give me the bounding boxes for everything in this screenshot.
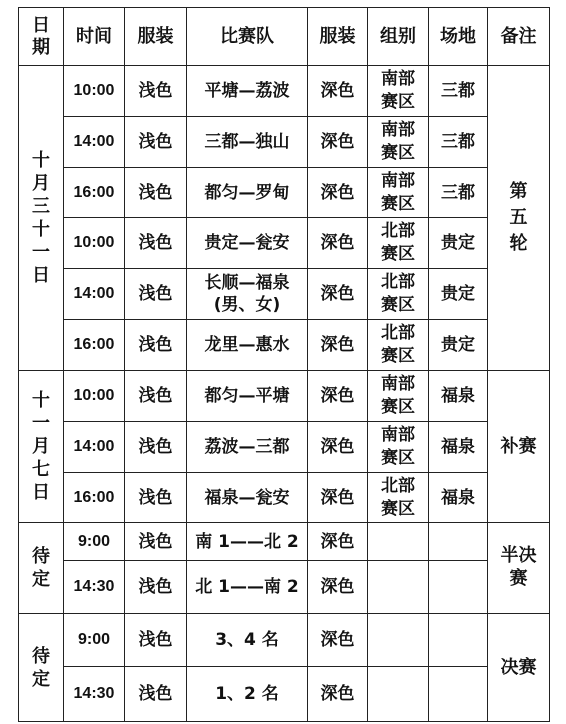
header-row [19, 8, 550, 66]
teams-cell: 福泉—瓮安 [187, 473, 308, 523]
time-cell: 16:00 [64, 168, 125, 218]
uniform-a-cell: 浅色 [125, 269, 187, 320]
teams-cell: 3、4 名 [187, 614, 308, 667]
uniform-a-cell: 浅色 [125, 523, 187, 561]
venue-cell: 福泉 [429, 422, 488, 473]
venue-cell: 三都 [429, 66, 488, 117]
header-note: 备注 [488, 8, 550, 66]
time-cell: 14:00 [64, 422, 125, 473]
time-cell: 9:00 [64, 614, 125, 667]
uniform-b-cell: 深色 [308, 168, 368, 218]
venue-cell [429, 523, 488, 561]
header-date: 日期 [19, 8, 64, 66]
group-cell: 北部赛区 [368, 218, 429, 269]
uniform-b-cell: 深色 [308, 218, 368, 269]
header-venue: 场地 [429, 8, 488, 66]
venue-cell [429, 561, 488, 614]
table-row [19, 523, 550, 561]
venue-cell: 三都 [429, 168, 488, 218]
venue-cell [429, 614, 488, 667]
venue-cell: 福泉 [429, 371, 488, 422]
uniform-b-cell: 深色 [308, 473, 368, 523]
uniform-a-cell: 浅色 [125, 218, 187, 269]
uniform-a-cell: 浅色 [125, 320, 187, 371]
uniform-a-cell: 浅色 [125, 667, 187, 722]
time-cell: 9:00 [64, 523, 125, 561]
teams-cell: 贵定—瓮安 [187, 218, 308, 269]
table-row [19, 218, 550, 269]
uniform-b-cell: 深色 [308, 667, 368, 722]
group-cell: 南部赛区 [368, 117, 429, 168]
uniform-b-cell: 深色 [308, 561, 368, 614]
teams-label: 长顺—福泉 [204, 273, 290, 293]
table-row [19, 473, 550, 523]
time-cell: 16:00 [64, 320, 125, 371]
table-row [19, 371, 550, 422]
uniform-a-cell: 浅色 [125, 117, 187, 168]
table-row [19, 320, 550, 371]
time-cell: 10:00 [64, 66, 125, 117]
date-cell: 十月三十一日 [19, 66, 64, 371]
teams-cell: 都匀—罗甸 [187, 168, 308, 218]
group-cell: 北部赛区 [368, 473, 429, 523]
uniform-b-cell: 深色 [308, 66, 368, 117]
header-group: 组别 [368, 8, 429, 66]
uniform-b-cell: 深色 [308, 523, 368, 561]
table-row [19, 614, 550, 667]
teams-cell: 三都—独山 [187, 117, 308, 168]
teams-cell [187, 269, 308, 320]
table-row [19, 66, 550, 117]
venue-cell: 贵定 [429, 218, 488, 269]
time-cell: 14:30 [64, 667, 125, 722]
venue-cell: 三都 [429, 117, 488, 168]
header-uniform-a: 服装 [125, 8, 187, 66]
date-cell: 十一月七日 [19, 371, 64, 523]
uniform-a-cell: 浅色 [125, 371, 187, 422]
header-teams: 比赛队 [187, 8, 308, 66]
teams-cell: 龙里—惠水 [187, 320, 308, 371]
group-cell: 南部赛区 [368, 371, 429, 422]
uniform-a-cell: 浅色 [125, 422, 187, 473]
uniform-a-cell: 浅色 [125, 473, 187, 523]
group-cell: 北部赛区 [368, 269, 429, 320]
header-time: 时间 [64, 8, 125, 66]
group-cell [368, 561, 429, 614]
uniform-b-cell: 深色 [308, 422, 368, 473]
teams-cell: 南 1——北 2 [187, 523, 308, 561]
table-row [19, 269, 550, 320]
table-row [19, 422, 550, 473]
table-row [19, 561, 550, 614]
uniform-a-cell: 浅色 [125, 168, 187, 218]
teams-cell: 都匀—平塘 [187, 371, 308, 422]
venue-cell: 贵定 [429, 269, 488, 320]
time-cell: 10:00 [64, 218, 125, 269]
group-cell: 南部赛区 [368, 422, 429, 473]
group-cell: 北部赛区 [368, 320, 429, 371]
uniform-a-cell: 浅色 [125, 561, 187, 614]
date-cell: 待定 [19, 523, 64, 614]
table-row [19, 667, 550, 722]
group-cell [368, 614, 429, 667]
time-cell: 10:00 [64, 371, 125, 422]
uniform-b-cell: 深色 [308, 614, 368, 667]
venue-cell [429, 667, 488, 722]
note-cell: 决赛 [488, 614, 550, 722]
group-cell: 南部赛区 [368, 168, 429, 218]
teams-sub-label: (男、女) [213, 295, 281, 315]
venue-cell: 贵定 [429, 320, 488, 371]
teams-cell: 荔波—三都 [187, 422, 308, 473]
uniform-b-cell: 深色 [308, 117, 368, 168]
table-row [19, 117, 550, 168]
group-cell [368, 667, 429, 722]
header-uniform-b: 服装 [308, 8, 368, 66]
table-row [19, 168, 550, 218]
venue-cell: 福泉 [429, 473, 488, 523]
teams-cell: 1、2 名 [187, 667, 308, 722]
time-cell: 16:00 [64, 473, 125, 523]
note-cell: 补赛 [488, 371, 550, 523]
teams-cell: 北 1——南 2 [187, 561, 308, 614]
uniform-b-cell: 深色 [308, 269, 368, 320]
time-cell: 14:00 [64, 269, 125, 320]
schedule-table [18, 7, 550, 722]
uniform-a-cell: 浅色 [125, 614, 187, 667]
uniform-a-cell: 浅色 [125, 66, 187, 117]
note-cell: 第五轮 [488, 66, 550, 371]
date-cell: 待定 [19, 614, 64, 722]
uniform-b-cell: 深色 [308, 371, 368, 422]
group-cell [368, 523, 429, 561]
time-cell: 14:30 [64, 561, 125, 614]
group-cell: 南部赛区 [368, 66, 429, 117]
teams-cell: 平塘—荔波 [187, 66, 308, 117]
uniform-b-cell: 深色 [308, 320, 368, 371]
time-cell: 14:00 [64, 117, 125, 168]
note-cell: 半决赛 [488, 523, 550, 614]
